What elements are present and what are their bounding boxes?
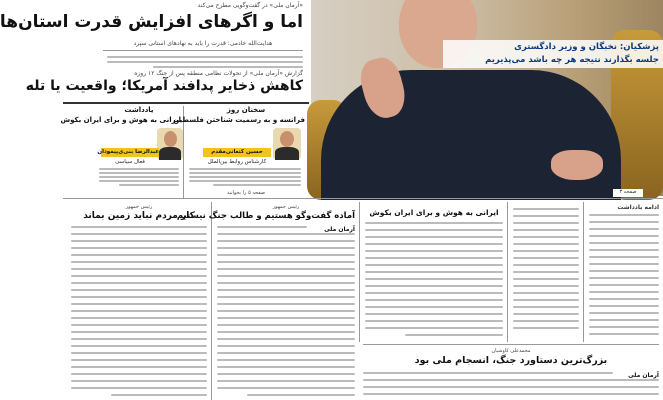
main-headline[interactable]: اما و اگرهای افزایش قدرت استان‌ها [0, 12, 303, 32]
photo-caption-1[interactable]: پزشکیان: نخبگان و وزیر دادگستری [514, 42, 659, 52]
left-author-name: عبدالرضا بنی‌ی‌پیمودان [97, 149, 159, 155]
column-rule [359, 202, 360, 342]
teaser-line: «آرمان ملی» در گفت‌وگویی مطرح می‌کند [197, 2, 303, 9]
col2-kicker: رئیس جمهور [272, 204, 300, 210]
bottom-kicker: محمدعلی کاوشیان [491, 348, 531, 354]
column-rule [507, 202, 508, 342]
second-headline[interactable]: کاهش ذخایر پدافند آمریکا؛ واقعیت یا تله [25, 78, 303, 94]
hand-shape [551, 150, 603, 180]
col1-title[interactable]: کار مردم نباید زمین بماند [83, 211, 195, 221]
text-line [99, 168, 179, 170]
bottom-divider [363, 344, 659, 345]
text-line [189, 168, 301, 170]
column-rule [211, 202, 212, 400]
report-line: گزارش «آرمان ملی» از تحولات نظامی منطقه پس از جنگ ۱۲ روزه [134, 70, 303, 77]
bottom-title[interactable]: بزرگ‌ترین دستاورد جنگ، انسجام ملی بود [414, 355, 608, 366]
fold-line [63, 198, 663, 199]
text-line [99, 172, 179, 174]
col2-title[interactable]: آماده گفت‌وگو هستیم و طالب جنگ نیستیم [176, 211, 355, 221]
text-line [153, 66, 303, 68]
text-line [107, 61, 303, 63]
text-line [99, 180, 179, 182]
col1-kicker: رئیس جمهور [125, 204, 153, 210]
photo-caption-2[interactable]: جلسه بگذارند نتیجه هر چه باشد می‌پذیریم [485, 55, 659, 65]
text-line [213, 184, 301, 186]
column-rule [583, 202, 584, 342]
page-tag: صفحه ۳ [613, 189, 643, 197]
headline-byline: هدایت‌الله خادمی: قدرت را باید به نهادهای استانی سپرد [133, 40, 273, 47]
left-box-title[interactable]: ایرانی به هوش و برای ایران بکوش [60, 116, 181, 124]
text-line [189, 180, 301, 182]
text-line [189, 176, 301, 178]
right-author-role: کارشناس روابط بین‌الملل [207, 159, 267, 165]
avatar [273, 128, 301, 160]
text-line [107, 56, 303, 58]
text-line [119, 184, 179, 186]
left-box-header: یادداشت [124, 106, 154, 114]
president-photo [311, 0, 663, 196]
left-author-role: فعال سیاسی [115, 159, 145, 165]
text-line [99, 176, 179, 178]
col3-title[interactable]: ایرانی به هوش و برای ایران بکوش [369, 208, 499, 217]
continue-note: صفحه ۵ را بخوانید [226, 190, 266, 196]
right-box-header: سخنان روز [226, 106, 266, 114]
text-line [189, 172, 301, 174]
right-box-title[interactable]: فرانسه و به رسمیت شناختن فلسطین [173, 116, 305, 124]
col5-header: ادامه یادداشت [617, 204, 659, 211]
col2-lead: آرمان ملی [324, 226, 355, 233]
avatar [157, 128, 183, 160]
right-author-name: حسین کنعانی‌مقدم [203, 148, 271, 157]
bottom-lead: آرمان ملی [628, 372, 659, 379]
section-divider [63, 102, 309, 104]
divider [103, 50, 303, 51]
